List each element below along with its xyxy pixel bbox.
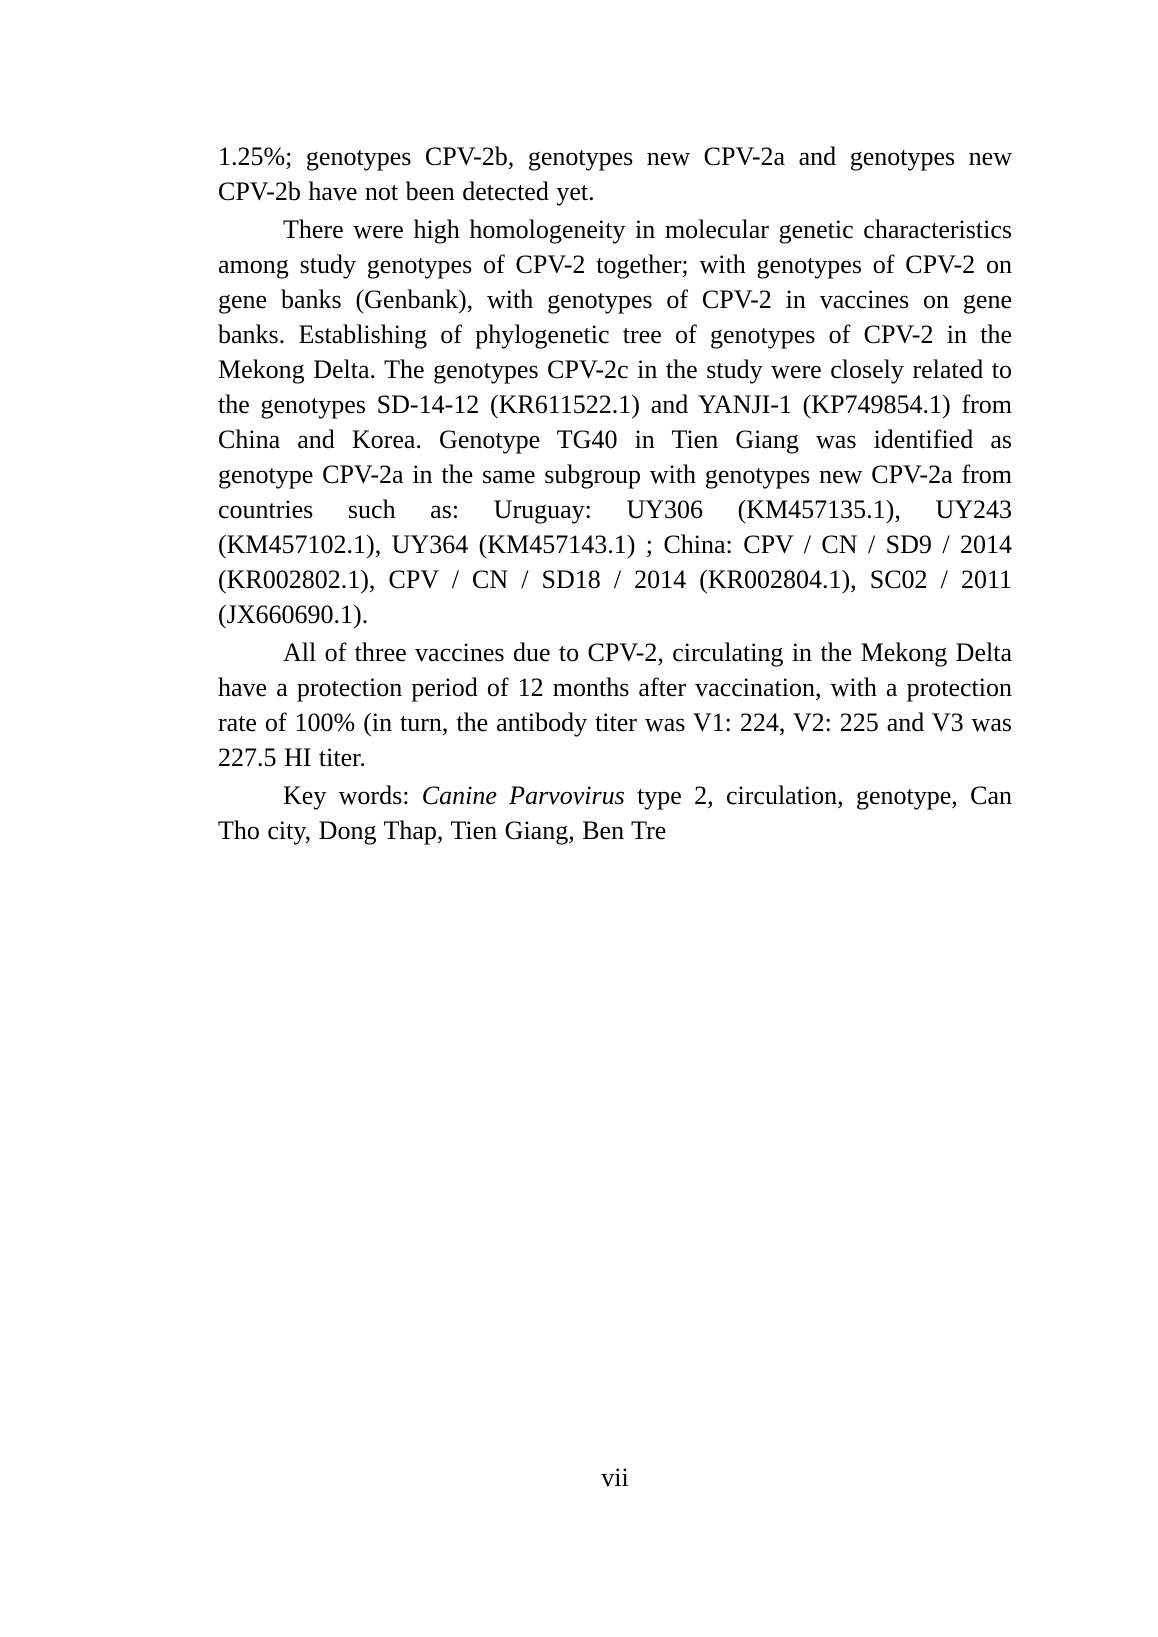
- abstract-text-block: [218, 139, 1012, 851]
- paragraph-vaccine-protection: All of three vaccines due to CPV-2, circulating in the Mekong Delta have a protection period of 12 months after vaccination, with a protection rate of 100% (in turn, the antibody titer was V1: 224, V2: 225 and V3 was 227.5 HI titer.: [218, 638, 1012, 772]
- page-number: vii: [601, 1463, 629, 1492]
- paragraph-keywords: [218, 778, 1012, 848]
- paragraph-genotypes-continuation: 1.25%; genotypes CPV-2b, genotypes new CPV-2a and genotypes new CPV-2b have not been detected yet.: [218, 142, 1012, 206]
- paragraph-molecular-homology: There were high homologeneity in molecular genetic characteristics among study genotypes of CPV-2 together; with genotypes of CPV-2 on gene banks (Genbank), with genotypes of CPV-2 in vaccines on gene banks. Establishing of phylogenetic tree of genotypes of CPV-2 in the Mekong Delta. The genotypes CPV-2c in the study were closely related to the genotypes SD-14-12 (KR611522.1) and YANJI-1 (KP749854.1) from China and Korea. Genotype TG40 in Tien Giang was identified as genotype CPV-2a in the same subgroup with genotypes new CPV-2a from countries such as: Uruguay: UY306 (KM457135.1), UY243 (KM457102.1), UY364 (KM457143.1) ; China: CPV / CN / SD9 / 2014 (KR002802.1), CPV / CN / SD18 / 2014 (KR002804.1), SC02 / 2011 (JX660690.1).: [218, 215, 1012, 629]
- keywords-list: type 2, circulation, genotype, Can Tho city, Dong Thap, Tien Giang, Ben Tre: [218, 781, 1012, 845]
- keywords-label: Key words:: [283, 781, 422, 810]
- keywords-species-name-italic: Canine Parvovirus: [421, 781, 625, 810]
